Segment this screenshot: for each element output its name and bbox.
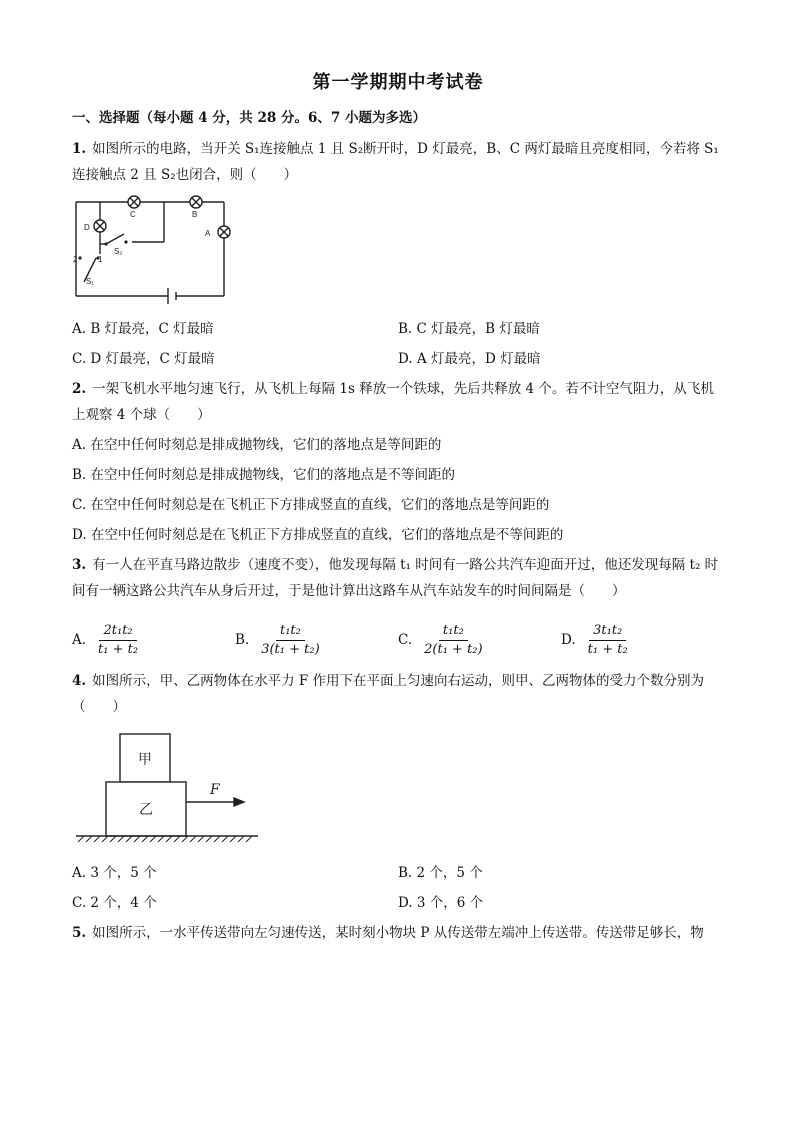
option-b[interactable] [235,622,398,659]
lamp-label-a: A [205,229,211,238]
options-row [72,346,724,372]
section-heading: 一、选择题（每小题 4 分，共 28 分。6、7 小题为多选） [72,110,426,126]
option-d[interactable]: D. 在空中任何时刻总是在飞机正下方排成竖直的直线，它们的落地点是不等间距的 [72,527,564,543]
question-4 [72,668,724,720]
option-label: A. [72,632,87,648]
switch-label-s1: S₁ [86,277,95,286]
question-number: 4. [72,673,87,689]
option-d[interactable] [561,622,724,659]
lamp-label-c: C [130,210,136,219]
denominator: 2(t₁ + t₂) [424,641,483,657]
option-a[interactable] [72,622,235,659]
question-stem: 有一人在平直马路边散步（速度不变），他发现每隔 t₁ 时间有一路公共汽车迎面开过，他还发现每隔 t₂ 时间有一辆这路公共汽车从身后开过，于是他计算出这路车从汽车站发车的时间间隔是（ ） [72,557,719,599]
options-row [72,316,724,342]
numerator: t₁t₂ [439,622,468,641]
question-3 [72,552,724,604]
force-label: F [210,782,220,798]
lamp-label-d: D [84,223,90,232]
option-b[interactable]: B. 在空中任何时刻总是排成抛物线，它们的落地点是不等间距的 [72,467,456,483]
switch-label-s2: S₂ [114,247,123,256]
fraction [257,622,323,659]
option-label: C. [398,632,413,648]
fraction [420,622,486,659]
option-b[interactable]: B. 2 个，5 个 [398,865,483,881]
block-label-yi: 乙 [139,802,153,818]
option-a[interactable]: A. 3 个，5 个 [72,865,157,881]
lamp-label-b: B [192,210,198,219]
blocks-diagram [72,730,272,846]
option-d[interactable]: D. A 灯最亮，D 灯最暗 [398,351,541,367]
options-row [72,860,724,886]
option-b[interactable]: B. C 灯最亮，B 灯最暗 [398,321,540,337]
question-stem: 如图所示，甲、乙两物体在水平力 F 作用下在平面上匀速向右运动，则甲、乙两物体的受力个数分别为（ ） [72,673,705,715]
option-c[interactable]: C. 2 个，4 个 [72,895,157,911]
question-stem: 如图所示的电路，当开关 S₁连接触点 1 且 S₂断开时，D 灯最亮，B、C 两灯最暗且亮度相同，今若将 S₁连接触点 2 且 S₂也闭合，则（ ） [72,141,719,183]
question-2 [72,376,724,428]
question-number: 2. [72,381,87,397]
denominator: 3(t₁ + t₂) [261,641,320,657]
option-d[interactable]: D. 3 个，6 个 [398,895,484,911]
option-label: B. [235,632,250,648]
option-c[interactable]: C. D 灯最亮，C 灯最暗 [72,351,215,367]
option-c[interactable] [398,622,561,659]
fraction [584,622,632,659]
page-title: 第一学期期中考试卷 [312,72,484,93]
numerator: 3t₁t₂ [589,622,626,641]
denominator: t₁ + t₂ [587,641,628,657]
fraction [94,622,142,659]
option-label: D. [561,632,576,648]
option-a[interactable]: A. B 灯最亮，C 灯最暗 [72,321,214,337]
fraction-options-row [72,620,724,660]
option-c[interactable]: C. 在空中任何时刻总是在飞机正下方排成竖直的直线，它们的落地点是等间距的 [72,497,550,513]
numerator: t₁t₂ [276,622,305,641]
question-5 [72,920,724,946]
circuit-diagram [72,194,242,306]
question-stem: 如图所示，一水平传送带向左匀速传送，某时刻小物块 P 从传送带左端冲上传送带。传送带足够长，物 [92,925,704,941]
question-1 [72,136,724,188]
contact-label-2: 2 [73,255,78,264]
denominator: t₁ + t₂ [98,641,139,657]
blocks-figure [72,730,724,850]
numerator: 2t₁t₂ [99,622,136,641]
block-label-jia: 甲 [138,752,152,768]
question-number: 5. [72,925,87,941]
question-number: 3. [72,557,87,573]
option-a[interactable]: A. 在空中任何时刻总是排成抛物线，它们的落地点是等间距的 [72,437,442,453]
question-stem: 一架飞机水平地匀速飞行，从飞机上每隔 1s 释放一个铁球，先后共释放 4 个。若不计空气阻力，从飞机上观察 4 个球（ ） [72,381,714,423]
question-number: 1. [72,141,87,157]
contact-label-1: 1 [98,255,103,264]
exam-page [72,68,724,946]
options-row [72,890,724,916]
circuit-figure [72,194,724,310]
